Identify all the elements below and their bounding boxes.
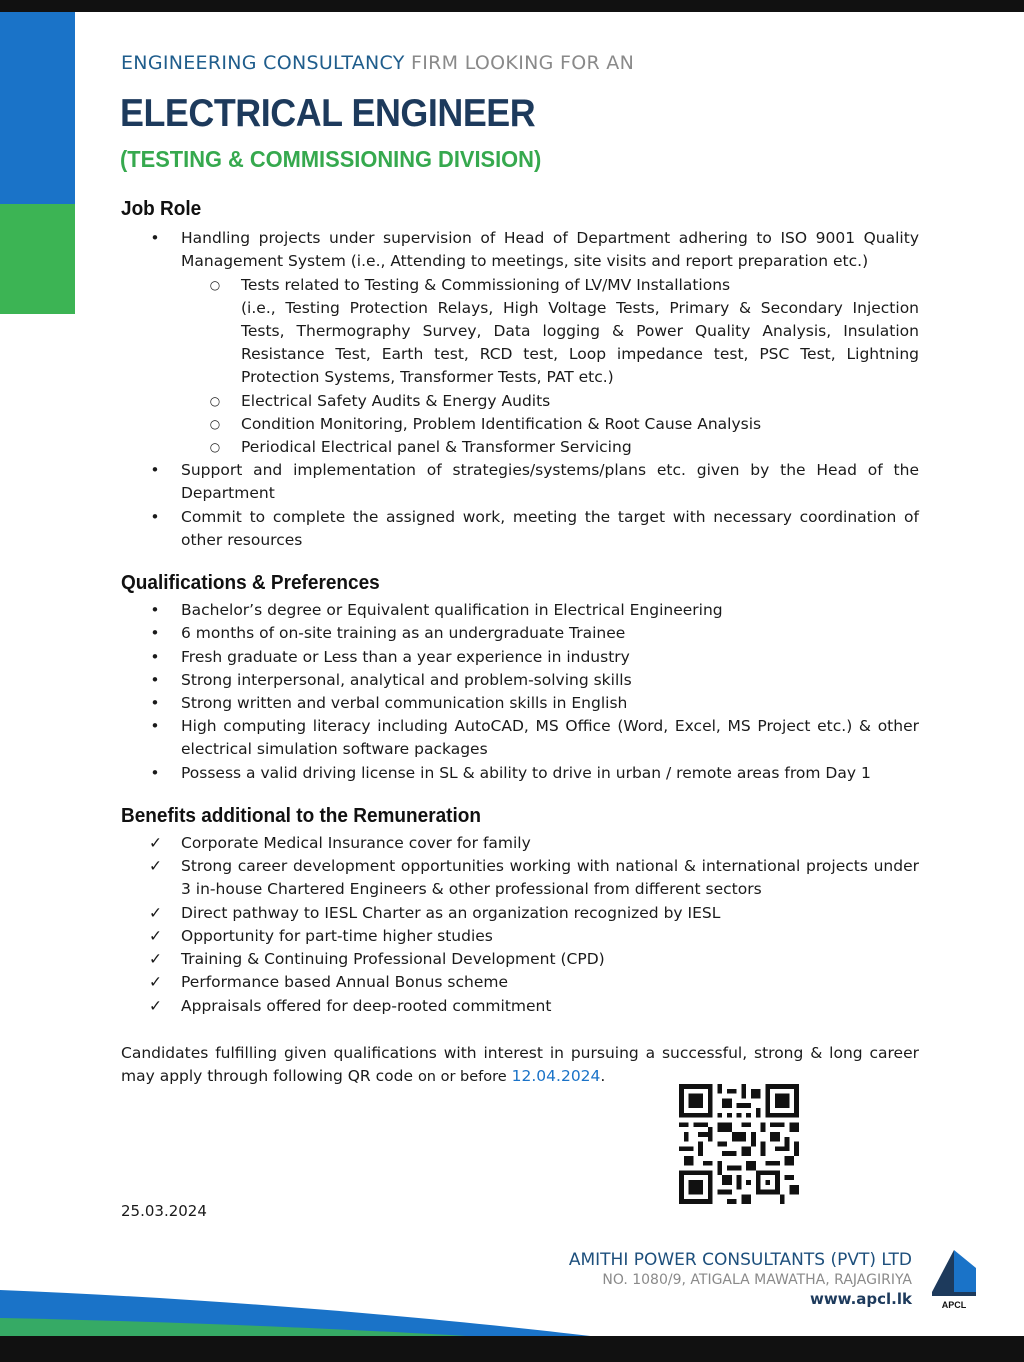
qualification-item: Fresh graduate or Less than a year experience in industry xyxy=(181,647,630,666)
job-role-item: Commit to complete the assigned work, meeting the target with necessary coordination of other resources xyxy=(181,507,919,549)
bullet-icon: • xyxy=(150,694,160,713)
qr-code-icon[interactable] xyxy=(679,1084,799,1204)
company-block xyxy=(569,1250,912,1308)
sub-item: Tests related to Testing & Commissioning of LV/MV Installations xyxy=(241,275,731,294)
list-item xyxy=(121,692,919,715)
bullet-icon: • xyxy=(150,647,160,666)
apply-text2: on or before xyxy=(417,1068,507,1085)
check-icon: ✓ xyxy=(149,973,162,992)
benefit-item: Strong career development opportunities working with national & international projects under 3 in-house Chartered Engineers & other professional from different sectors xyxy=(181,857,919,899)
list-item xyxy=(121,506,919,552)
job-role-heading: Job Role xyxy=(121,198,202,220)
benefit-item: Opportunity for part-time higher studies xyxy=(181,926,493,945)
company-address: NO. 1080/9, ATIGALA MAWATHA, RAJAGIRIYA xyxy=(602,1272,912,1288)
bullet-icon: • xyxy=(150,507,160,526)
check-icon: ✓ xyxy=(149,926,162,945)
bullet-icon: • xyxy=(150,717,160,736)
list-item xyxy=(121,832,919,855)
green-side-bar xyxy=(0,204,75,314)
hollow-bullet-icon: ○ xyxy=(209,416,221,431)
list-item xyxy=(181,390,919,413)
bullet-icon: • xyxy=(150,461,160,480)
check-icon: ✓ xyxy=(149,996,162,1015)
qualification-item: Bachelor’s degree or Equivalent qualification in Electrical Engineering xyxy=(181,601,723,620)
kicker-part1: ENGINEERING CONSULTANCY xyxy=(121,52,405,74)
apply-end: . xyxy=(600,1066,606,1085)
company-website[interactable]: www.apcl.lk xyxy=(809,1290,912,1308)
benefit-item: Corporate Medical Insurance cover for family xyxy=(181,834,531,853)
apply-text: Candidates fulfilling given qualifications with interest in pursuing a successful, strong & long career may apply through following QR code xyxy=(121,1043,919,1085)
benefit-item: Performance based Annual Bonus scheme xyxy=(181,973,509,992)
check-icon: ✓ xyxy=(149,857,162,876)
benefit-item: Direct pathway to IESL Charter as an organization recognized by IESL xyxy=(181,903,721,922)
list-item xyxy=(181,413,919,436)
qualification-item: 6 months of on-site training as an undergraduate Trainee xyxy=(181,624,626,643)
qualifications-heading: Qualifications & Preferences xyxy=(121,572,380,595)
check-icon: ✓ xyxy=(149,834,162,853)
blue-side-bar xyxy=(0,12,75,204)
list-item xyxy=(121,762,919,785)
check-icon: ✓ xyxy=(149,903,162,922)
bullet-icon: • xyxy=(150,624,160,643)
list-item xyxy=(121,902,919,925)
job-role-list xyxy=(121,227,919,552)
list-item xyxy=(121,459,919,505)
apcl-logo-icon xyxy=(926,1248,982,1312)
bullet-icon: • xyxy=(150,229,160,248)
bullet-icon: • xyxy=(150,670,160,689)
list-item xyxy=(121,925,919,948)
apply-paragraph xyxy=(121,1042,919,1089)
job-advert-page xyxy=(0,12,1024,1336)
sub-item: Periodical Electrical panel & Transformer Servicing xyxy=(241,438,632,457)
qualification-item: High computing literacy including AutoCAD, MS Office (Word, Excel, MS Project etc.) & other electrical simulation software packages xyxy=(181,717,919,759)
job-role-item: Support and implementation of strategies/systems/plans etc. given by the Head of the Department xyxy=(181,461,919,503)
hollow-bullet-icon: ○ xyxy=(209,440,221,455)
list-item xyxy=(121,715,919,761)
company-name: AMITHI POWER CONSULTANTS (PVT) LTD xyxy=(568,1250,912,1270)
page-title: ELECTRICAL ENGINEER xyxy=(120,92,536,135)
benefits-heading: Benefits additional to the Remuneration xyxy=(121,804,481,827)
main-content xyxy=(121,198,919,1089)
qualification-item: Possess a valid driving license in SL & ability to drive in urban / remote areas from Day 1 xyxy=(181,763,871,782)
hollow-bullet-icon: ○ xyxy=(209,277,221,292)
qualification-item: Strong interpersonal, analytical and problem-solving skills xyxy=(181,670,632,689)
hollow-bullet-icon: ○ xyxy=(209,393,221,408)
list-item xyxy=(121,227,919,459)
sub-item-detail: (i.e., Testing Protection Relays, High Voltage Tests, Primary & Secondary Injection Tests, Thermography Survey, Data logging & Power Quality Analysis, Insulation Resistance Test, Earth test, RCD test, Loop impedance test, PSC Test, Lightning Protection Systems, Transformer Tests, PAT etc.) xyxy=(241,298,919,387)
qualification-item: Strong written and verbal communication skills in English xyxy=(181,694,628,713)
list-item xyxy=(121,599,919,622)
job-role-item: Handling projects under supervision of Head of Department adhering to ISO 9001 Quality Management System (i.e., Attending to meetings, site visits and report preparation etc.) xyxy=(181,229,919,271)
benefit-item: Training & Continuing Professional Development (CPD) xyxy=(181,950,605,969)
list-item xyxy=(121,622,919,645)
bullet-icon: • xyxy=(150,601,160,620)
issue-date: 25.03.2024 xyxy=(121,1202,207,1220)
list-item xyxy=(121,669,919,692)
list-item xyxy=(121,971,919,994)
header-kicker xyxy=(121,52,634,74)
apply-deadline: 12.04.2024 xyxy=(511,1066,601,1085)
page-subtitle: (TESTING & COMMISSIONING DIVISION) xyxy=(120,146,542,172)
bullet-icon: • xyxy=(150,763,160,782)
list-item xyxy=(121,855,919,901)
kicker-part2: FIRM LOOKING FOR AN xyxy=(411,52,635,74)
qualifications-list xyxy=(121,599,919,785)
benefits-list xyxy=(121,832,919,1018)
svg-text:APCL: APCL xyxy=(941,1300,967,1310)
list-item xyxy=(181,274,919,390)
sub-item: Condition Monitoring, Problem Identification & Root Cause Analysis xyxy=(241,414,762,433)
sub-item: Electrical Safety Audits & Energy Audits xyxy=(241,391,551,410)
job-role-sublist xyxy=(181,274,919,460)
check-icon: ✓ xyxy=(149,950,162,969)
list-item xyxy=(181,436,919,459)
benefit-item: Appraisals offered for deep-rooted commitment xyxy=(181,996,552,1015)
list-item xyxy=(121,995,919,1018)
list-item xyxy=(121,948,919,971)
list-item xyxy=(121,646,919,669)
